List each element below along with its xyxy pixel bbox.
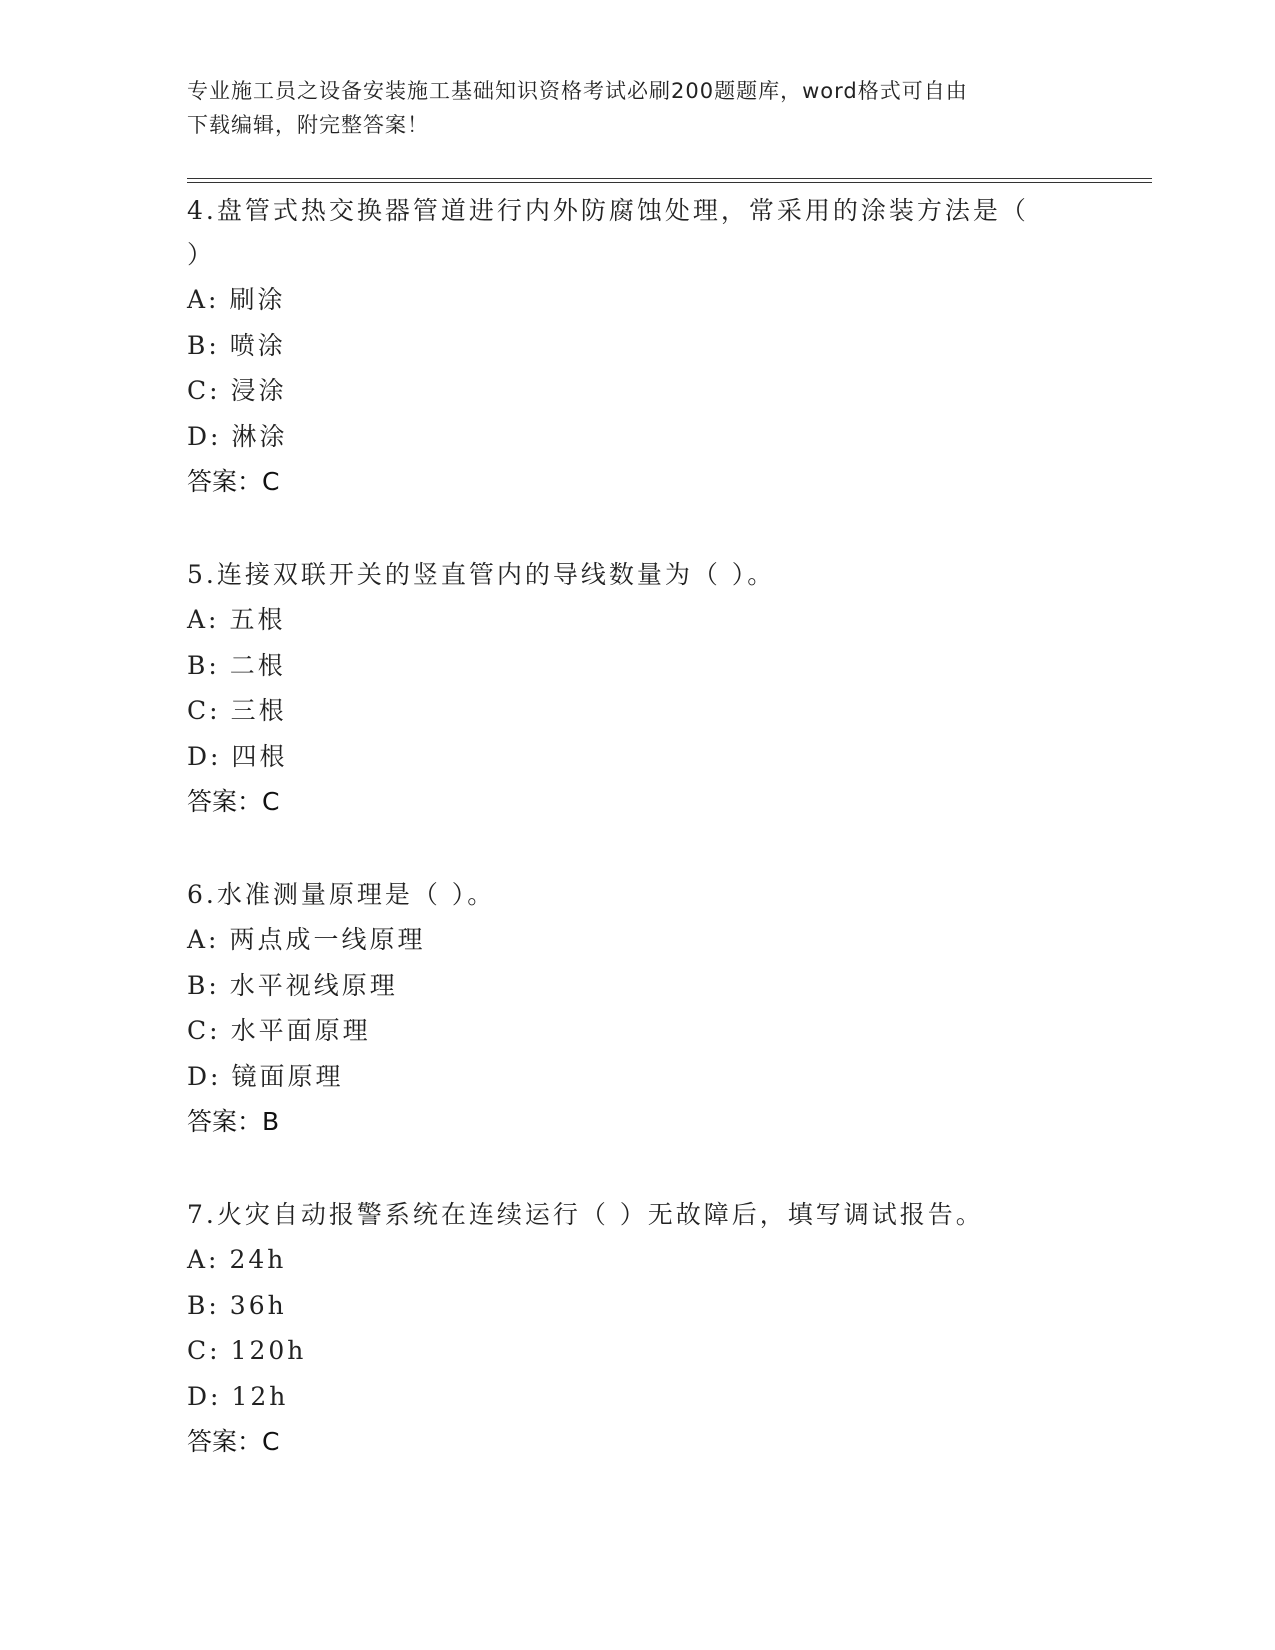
option-key: D: — [187, 741, 222, 771]
header-divider-top — [187, 178, 1152, 179]
option-c — [187, 368, 1067, 414]
option-d — [187, 1054, 1067, 1100]
question-6 — [187, 873, 1067, 1144]
option-key: C: — [187, 1016, 221, 1045]
option-key: C: — [187, 696, 221, 725]
question-stem-line-1: 7.火灾自动报警系统在连续运行（ ）无故障后，填写调试报告。 — [187, 1200, 984, 1229]
question-stem-line-1: 6.水准测量原理是（ ）。 — [187, 880, 496, 909]
option-text: 刷涂 — [229, 285, 286, 314]
option-d — [187, 1374, 1067, 1420]
option-key: A: — [187, 605, 220, 634]
option-a — [187, 917, 1067, 963]
option-text: 四根 — [231, 741, 288, 771]
option-key: A: — [187, 1245, 220, 1274]
option-text: 五根 — [229, 605, 286, 634]
document-header — [187, 74, 1067, 142]
option-text: 喷涂 — [229, 330, 286, 360]
option-c — [187, 1328, 1067, 1374]
option-key: B: — [187, 970, 220, 1000]
question-stem — [187, 1193, 1067, 1237]
question-stem — [187, 189, 1067, 277]
option-d — [187, 734, 1067, 780]
question-stem — [187, 873, 1067, 917]
option-text: 水平面原理 — [230, 1016, 371, 1045]
question-stem-line-2: ） — [187, 240, 216, 269]
question-stem-line-1: 4.盘管式热交换器管道进行内外防腐蚀处理，常采用的涂装方法是（ — [187, 196, 1029, 225]
answer-label: 答案：C — [187, 787, 280, 816]
option-key: D: — [187, 1061, 222, 1091]
option-b — [187, 323, 1067, 369]
option-text: 淋涂 — [231, 421, 288, 451]
question-5 — [187, 553, 1067, 824]
header-line-2: 下载编辑，附完整答案！ — [187, 113, 429, 137]
option-b — [187, 963, 1067, 1009]
option-text: 二根 — [229, 650, 286, 680]
option-key: B: — [187, 330, 220, 360]
answer-label: 答案：B — [187, 1107, 280, 1136]
question-7 — [187, 1193, 1067, 1464]
option-text: 三根 — [230, 696, 287, 725]
option-key: D: — [187, 421, 222, 451]
option-a — [187, 277, 1067, 323]
answer-label: 答案：C — [187, 467, 280, 496]
option-d — [187, 414, 1067, 460]
option-text: 12h — [231, 1381, 289, 1411]
option-text: 浸涂 — [230, 376, 287, 405]
option-text: 镜面原理 — [231, 1061, 344, 1091]
option-key: C: — [187, 376, 221, 405]
header-line-1: 专业施工员之设备安装施工基础知识资格考试必刷200题题库，word格式可自由 — [187, 79, 968, 103]
option-b — [187, 1283, 1067, 1329]
header-divider-bottom — [187, 182, 1152, 183]
option-text: 24h — [229, 1245, 287, 1274]
option-text: 水平视线原理 — [229, 970, 398, 1000]
question-stem-line-1: 5.连接双联开关的竖直管内的导线数量为（ ）。 — [187, 560, 776, 589]
option-a — [187, 1237, 1067, 1283]
option-key: B: — [187, 1290, 220, 1320]
option-key: B: — [187, 650, 220, 680]
option-c — [187, 1008, 1067, 1054]
question-stem — [187, 553, 1067, 597]
option-text: 两点成一线原理 — [229, 925, 426, 954]
option-b — [187, 643, 1067, 689]
option-key: C: — [187, 1336, 221, 1365]
option-key: D: — [187, 1381, 222, 1411]
option-text: 36h — [229, 1290, 287, 1320]
question-4 — [187, 189, 1067, 504]
option-key: A: — [187, 285, 220, 314]
option-text: 120h — [230, 1336, 307, 1365]
answer-label: 答案：C — [187, 1427, 280, 1456]
option-c — [187, 688, 1067, 734]
option-a — [187, 597, 1067, 643]
option-key: A: — [187, 925, 220, 954]
